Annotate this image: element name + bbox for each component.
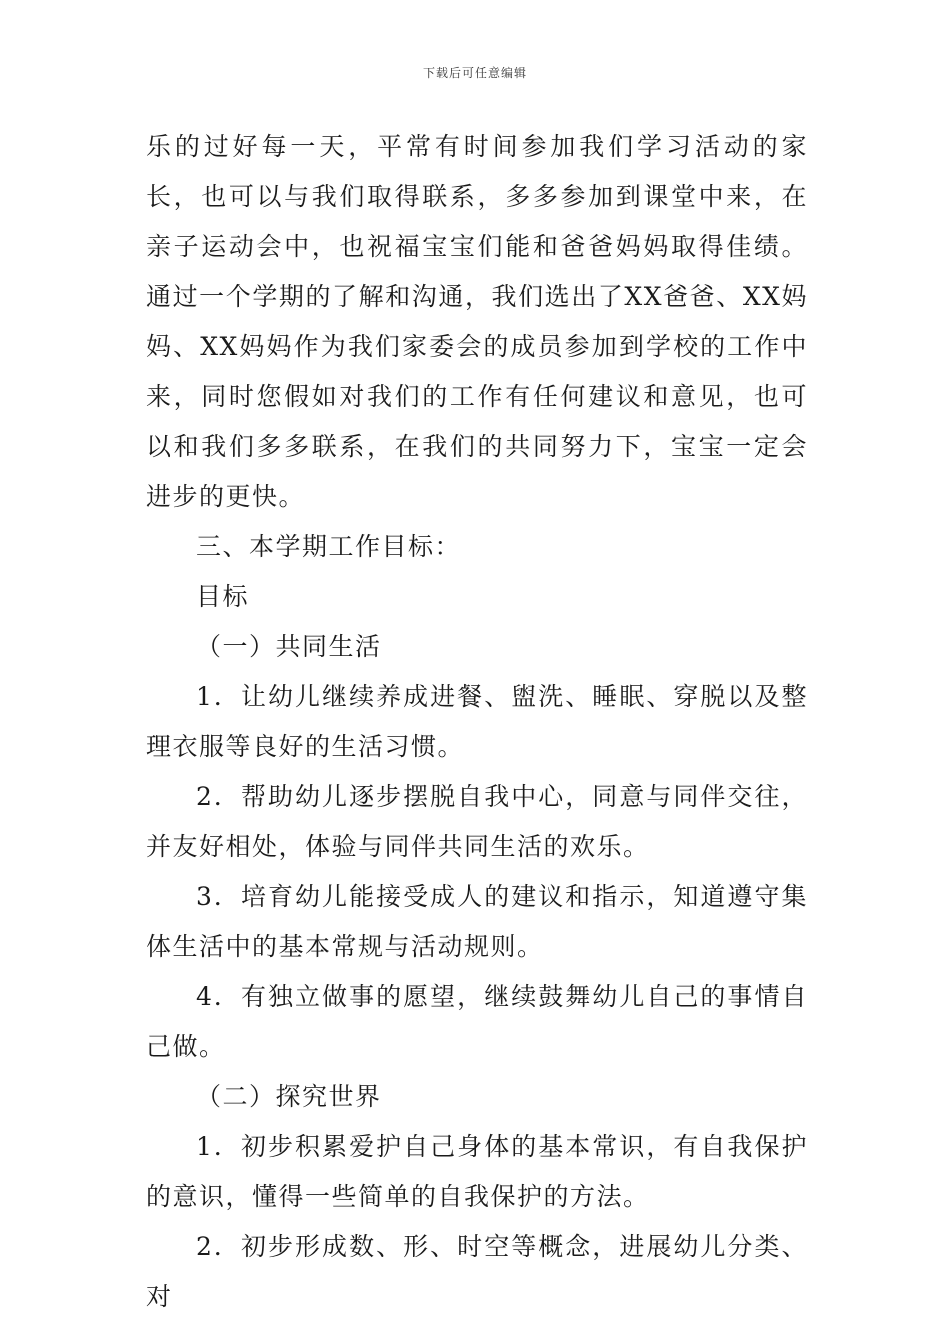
list-item-2-peers: 2．帮助幼儿逐步摆脱自我中心，同意与同伴交往，并友好相处，体验与同伴共同生活的欢乐。: [146, 782, 808, 861]
subsection-heading-explore-world: （二）探究世界: [196, 1082, 382, 1111]
document-body: [146, 122, 808, 1322]
list-item-2-concepts: 2．初步形成数、形、时空等概念，进展幼儿分类、对: [146, 1232, 808, 1311]
subsection-heading-shared-life: （一）共同生活: [196, 632, 382, 661]
list-item-1-habits: 1．让幼儿继续养成进餐、盥洗、睡眠、穿脱以及整理衣服等良好的生活习惯。: [146, 682, 808, 761]
page-header: 下载后可任意编辑: [422, 66, 527, 80]
list-item-3-rules: 3．培育幼儿能接受成人的建议和指示，知道遵守集体生活中的基本常规与活动规则。: [146, 882, 808, 961]
paragraph-family-contact: 乐的过好每一天，平常有时间参加我们学习活动的家长，也可以与我们取得联系，多多参加到课堂中来，在亲子运动会中，也祝福宝宝们能和爸爸妈妈取得佳绩。通过一个学期的了解和沟通，我们选出了XX爸爸、XX妈妈、XX妈妈作为我们家委会的成员参加到学校的工作中来，同时您假如对我们的工作有任何建议和意见，也可以和我们多多联系，在我们的共同努力下，宝宝一定会进步的更快。: [146, 132, 808, 511]
list-item-4-independence: 4．有独立做事的愿望，继续鼓舞幼儿自己的事情自己做。: [146, 982, 808, 1061]
section-heading-goals: 三、本学期工作目标：: [196, 532, 462, 561]
list-item-1-self-protection: 1．初步积累爱护自己身体的基本常识，有自我保护的意识，懂得一些简单的自我保护的方法。: [146, 1132, 808, 1211]
subheading-target: 目标: [196, 582, 250, 611]
